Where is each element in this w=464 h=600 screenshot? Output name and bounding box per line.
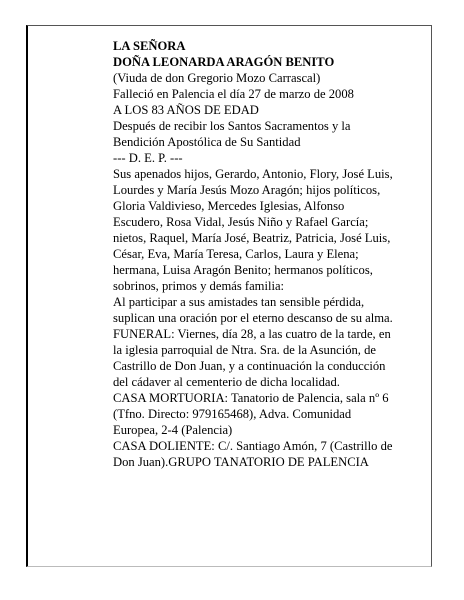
notice-line: Gloria Valdivieso, Mercedes Iglesias, Alfonso	[113, 199, 345, 213]
notice-line: suplican una oración por el eterno descanso de su alma.	[113, 311, 393, 325]
notice-line: hermana, Luisa Aragón Benito; hermanos políticos,	[113, 263, 373, 277]
obituary-notice	[113, 38, 427, 470]
notice-line: FUNERAL: Viernes, día 28, a las cuatro de la tarde, en	[113, 327, 391, 341]
deceased-name: DOÑA LEONARDA ARAGÓN BENITO	[113, 55, 335, 69]
notice-heading: LA SEÑORA	[113, 39, 186, 53]
notice-line: A LOS 83 AÑOS DE EDAD	[113, 103, 259, 117]
notice-line: Escudero, Rosa Vidal, Jesús Niño y Rafael García;	[113, 215, 369, 229]
notice-line: --- D. E. P. ---	[113, 151, 183, 165]
notice-line: nietos, Raquel, María José, Beatriz, Patricia, José Luis,	[113, 231, 391, 245]
notice-line: Después de recibir los Santos Sacramentos y la	[113, 119, 351, 133]
notice-line: Falleció en Palencia el día 27 de marzo de 2008	[113, 87, 354, 101]
notice-line: Don Juan).GRUPO TANATORIO DE PALENCIA	[113, 455, 369, 469]
notice-line: Bendición Apostólica de Su Santidad	[113, 135, 301, 149]
notice-line: (Viuda de don Gregorio Mozo Carrascal)	[113, 71, 321, 85]
notice-line: Sus apenados hijos, Gerardo, Antonio, Flory, José Luis,	[113, 167, 393, 181]
notice-line: del cádaver al cementerio de dicha localidad.	[113, 375, 340, 389]
notice-line: Lourdes y María Jesús Mozo Aragón; hijos políticos,	[113, 183, 381, 197]
notice-line: (Tfno. Directo: 979165468), Adva. Comunidad	[113, 407, 352, 421]
notice-line: sobrinos, primos y demás familia:	[113, 279, 285, 293]
notice-line: Al participar a sus amistades tan sensible pérdida,	[113, 295, 365, 309]
notice-line: César, Eva, María Teresa, Carlos, Laura y Elena;	[113, 247, 359, 261]
notice-line: CASA DOLIENTE: C/. Santiago Amón, 7 (Castrillo de	[113, 439, 393, 453]
notice-line: Castrillo de Don Juan, y a continuación la conducción	[113, 359, 386, 373]
notice-line: CASA MORTUORIA: Tanatorio de Palencia, sala nº 6	[113, 391, 389, 405]
notice-line: Europea, 2-4 (Palencia)	[113, 423, 233, 437]
notice-line: la iglesia parroquial de Ntra. Sra. de la Asunción, de	[113, 343, 376, 357]
